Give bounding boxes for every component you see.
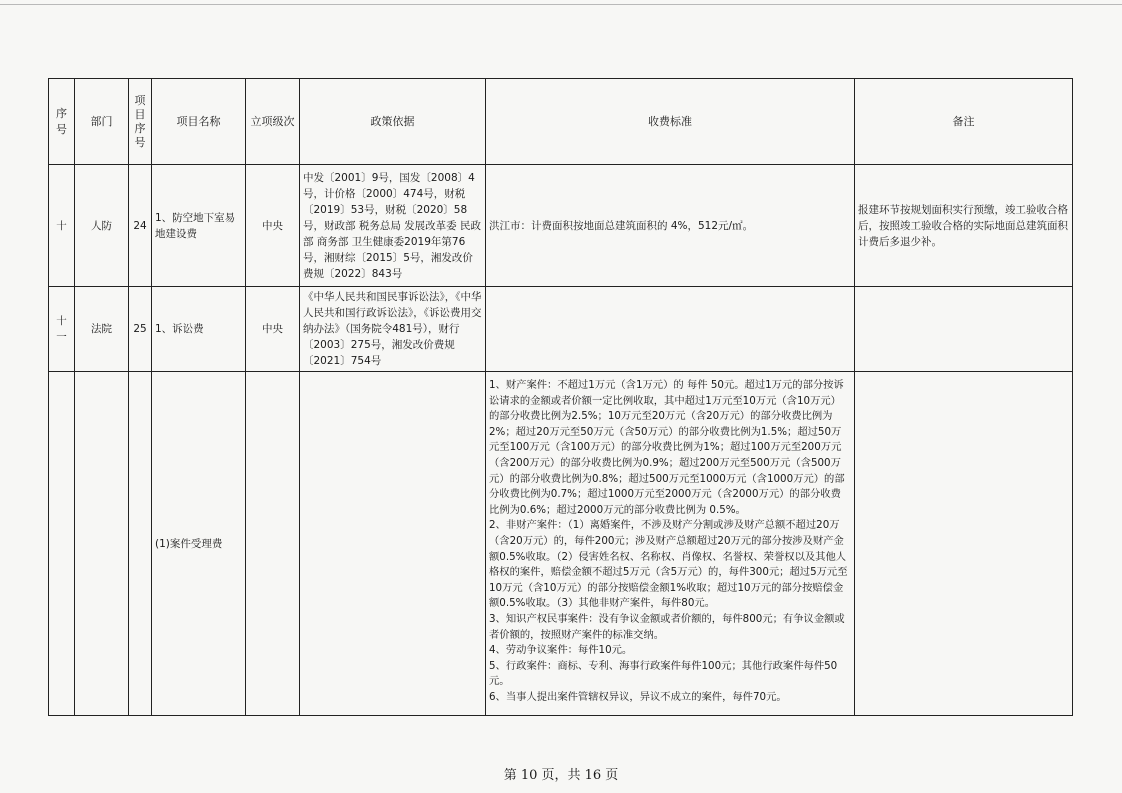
cell-standard <box>486 287 855 372</box>
cell-level: 中央 <box>246 165 300 287</box>
header-item-seq: 项目序号 <box>129 79 152 165</box>
cell-dept: 人防 <box>75 165 129 287</box>
table-row <box>49 372 1073 716</box>
cell-item-seq <box>129 372 152 716</box>
cell-note <box>855 287 1073 372</box>
header-level: 立项级次 <box>246 79 300 165</box>
header-note: 备注 <box>855 79 1073 165</box>
cell-item-seq: 25 <box>129 287 152 372</box>
header-policy: 政策依据 <box>300 79 486 165</box>
cell-item-name: 1、防空地下室易地建设费 <box>152 165 246 287</box>
cell-seq <box>49 372 75 716</box>
cell-policy: 中发〔2001〕9号，国发〔2008〕4号，计价格〔2000〕474号，财税〔2019〕53号，财税〔2020〕58号，财政部 税务总局 发展改革委 民政部 商务部 卫生健康委2019年第76号，湘财综〔2015〕5号，湘发改价费规〔2022〕843号 <box>300 165 486 287</box>
cell-seq: 十一 <box>49 287 75 372</box>
table-row <box>49 287 1073 372</box>
page-top-border <box>0 4 1122 5</box>
cell-standard: 1、财产案件：不超过1万元（含1万元）的 每件 50元。超过1万元的部分按诉讼请求的金额或者价额一定比例收取，其中超过1万元至10万元（含10万元）的部分收费比例为2.5%；10万元至20万元（含20万元）的部分收费比例为2%；超过20万元至50万元（含50万元）的部分收费比例为1.5%；超过50万元至100万元（含100万元）的部分收费比例为1%；超过100万元至200万元（含200万元）的部分收费比例为0.9%；超过200万元至500万元（含500万元）的部分收费比例为0.8%；超过500万元至1000万元（含1000万元）的部分收费比例为0.7%；超过1000万元至2000万元（含2000万元）的部分收费比例为0.6%；超过2000万元的部分收费比例为 0.5%。 2、非财产案件：（1）离婚案件，不涉及财产分割或涉及财产总额不超过20万（含20万元）的，每件200元；涉及财产总额超过20万元的部分按涉及财产金额0.5%收取。（2）侵害姓名权、名称权、肖像权、名誉权、荣誉权以及其他人格权的案件，赔偿金额不超过5万元（含5万元）的，每件300元；超过5万元至10万元（含10万元）的部分按赔偿金额1%收取；超过10万元的部分按赔偿金额0.5%收取。（3）其他非财产案件，每件80元。 3、知识产权民事案件：没有争议金额或者价额的，每件800元；有争议金额或者价额的，按照财产案件的标准交纳。 4、劳动争议案件：每件10元。 5、行政案件：商标、专利、海事行政案件每件100元；其他行政案件每件50元。 6、当事人提出案件管辖权异议，异议不成立的案件，每件70元。 <box>486 372 855 716</box>
cell-note <box>855 372 1073 716</box>
cell-dept: 法院 <box>75 287 129 372</box>
fee-table <box>48 78 1073 716</box>
cell-note: 报建环节按规划面积实行预缴，竣工验收合格后，按照竣工验收合格的实际地面总建筑面积计费后多退少补。 <box>855 165 1073 287</box>
cell-policy: 《中华人民共和国民事诉讼法》，《中华人民共和国行政诉讼法》，《诉讼费用交纳办法》（国务院令481号），财行〔2003〕275号，湘发改价费规〔2021〕754号 <box>300 287 486 372</box>
page-footer: 第 10 页，共 16 页 <box>503 768 619 783</box>
cell-policy <box>300 372 486 716</box>
cell-dept <box>75 372 129 716</box>
cell-standard: 洪江市：计费面积按地面总建筑面积的 4%，512元/㎡。 <box>486 165 855 287</box>
cell-level <box>246 372 300 716</box>
cell-item-name: 1、诉讼费 <box>152 287 246 372</box>
header-seq: 序号 <box>49 79 75 165</box>
header-item-name: 项目名称 <box>152 79 246 165</box>
table-header-row <box>49 79 1073 165</box>
cell-level: 中央 <box>246 287 300 372</box>
header-dept: 部门 <box>75 79 129 165</box>
cell-item-name: (1)案件受理费 <box>152 372 246 716</box>
header-standard: 收费标准 <box>486 79 855 165</box>
cell-item-seq: 24 <box>129 165 152 287</box>
table-row <box>49 165 1073 287</box>
cell-seq: 十 <box>49 165 75 287</box>
